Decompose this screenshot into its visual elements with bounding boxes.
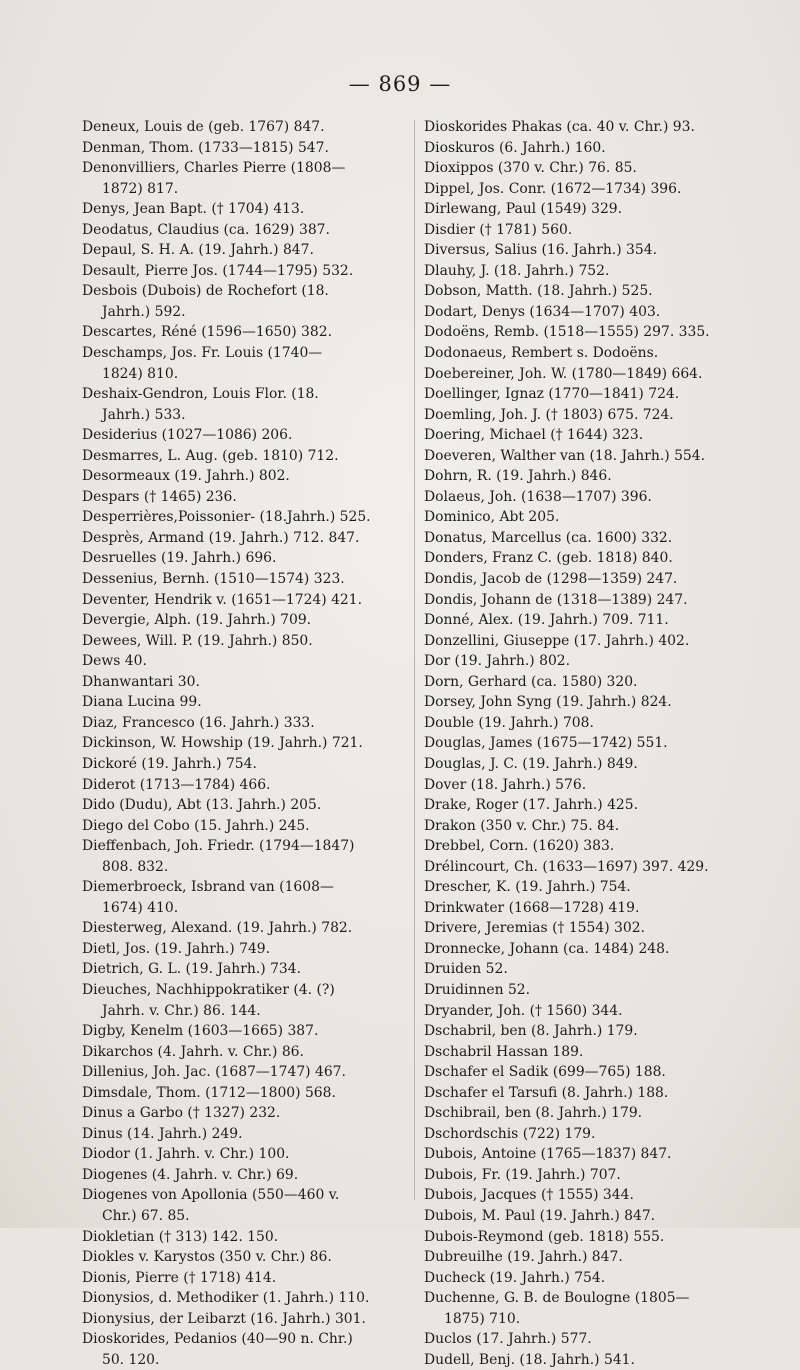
index-entry: Dschafer el Tarsufi (8. Jahrh.) 188. <box>424 1084 669 1101</box>
index-entry: Denman, Thom. (1733—1815) 547. <box>82 139 329 156</box>
index-entry: Dippel, Jos. Conr. (1672—1734) 396. <box>424 180 682 197</box>
index-entry: Dschordschis (722) 179. <box>424 1125 596 1142</box>
index-entry: Doering, Michael († 1644) 323. <box>424 427 644 444</box>
index-entry: Deshaix-Gendron, Louis Flor. (18. <box>82 386 319 403</box>
index-entry: Dor (19. Jahrh.) 802. <box>424 653 571 670</box>
index-entry: Dubois, Antoine (1765—1837) 847. <box>424 1146 672 1163</box>
index-entry: Duchenne, G. B. de Boulogne (1805— <box>424 1290 690 1307</box>
index-entry: Dikarchos (4. Jahrh. v. Chr.) 86. <box>82 1043 304 1060</box>
index-entry-continuation: Chr.) 67. 85. <box>102 1207 190 1224</box>
index-entry-continuation: 1875) 710. <box>444 1310 521 1327</box>
index-entry: Disdier († 1781) 560. <box>424 221 573 238</box>
index-entry: Drake, Roger (17. Jahrh.) 425. <box>424 797 639 814</box>
index-entry: Douglas, James (1675—1742) 551. <box>424 735 668 752</box>
index-entry: Drinkwater (1668—1728) 419. <box>424 899 640 916</box>
index-entry: Donné, Alex. (19. Jahrh.) 709. 711. <box>424 612 669 629</box>
index-entry: Diesterweg, Alexand. (19. Jahrh.) 782. <box>82 920 353 937</box>
index-entry: Dubreuilhe (19. Jahrh.) 847. <box>424 1249 623 1266</box>
index-entry: Druiden 52. <box>424 961 508 978</box>
index-entry: Dionis, Pierre († 1718) 414. <box>82 1269 277 1286</box>
index-entry: Diogenes von Apollonia (550—460 v. <box>82 1187 340 1204</box>
index-entry: Diogenes (4. Jahrh. v. Chr.) 69. <box>82 1166 299 1183</box>
index-entry: Dschabril, ben (8. Jahrh.) 179. <box>424 1023 638 1040</box>
index-entry: Dionysios, d. Methodiker (1. Jahrh.) 110. <box>82 1290 370 1307</box>
index-entry: Donzellini, Giuseppe (17. Jahrh.) 402. <box>424 632 690 649</box>
index-entry-continuation: 50. 120. <box>102 1351 160 1368</box>
index-entry: Dieuches, Nachhippokratiker (4. (?) <box>82 981 335 998</box>
index-entry: Diaz, Francesco (16. Jahrh.) 333. <box>82 714 315 731</box>
index-entry: Dlauhy, J. (18. Jahrh.) 752. <box>424 262 610 279</box>
index-entry: Dessenius, Bernh. (1510—1574) 323. <box>82 571 345 588</box>
index-entry: Dews 40. <box>82 653 147 670</box>
index-entry: Drivere, Jeremias († 1554) 302. <box>424 920 645 937</box>
index-entry-continuation: Jahrh. v. Chr.) 86. 144. <box>102 1002 261 1019</box>
index-entry: Diversus, Salius (16. Jahrh.) 354. <box>424 242 657 259</box>
index-entry: Dhanwantari 30. <box>82 673 200 690</box>
index-entry: Dubois, M. Paul (19. Jahrh.) 847. <box>424 1207 656 1224</box>
index-entry: Desruelles (19. Jahrh.) 696. <box>82 550 277 567</box>
index-entry: Dewees, Will. P. (19. Jahrh.) 850. <box>82 632 313 649</box>
page-number: — 869 — <box>348 72 452 96</box>
index-entry: Dickinson, W. Howship (19. Jahrh.) 721. <box>82 735 363 752</box>
index-entry: Dioxippos (370 v. Chr.) 76. 85. <box>424 160 637 177</box>
index-entry: Ducheck (19. Jahrh.) 754. <box>424 1269 606 1286</box>
index-entry: Depaul, S. H. A. (19. Jahrh.) 847. <box>82 242 314 259</box>
index-entry: Dryander, Joh. († 1560) 344. <box>424 1002 623 1019</box>
index-entry-continuation: 1824) 810. <box>102 365 179 382</box>
index-entry: Dillenius, Joh. Jac. (1687—1747) 467. <box>82 1064 346 1081</box>
index-entry: Dioskorides Phakas (ca. 40 v. Chr.) 93. <box>424 119 695 135</box>
index-entry: Dubois, Fr. (19. Jahrh.) 707. <box>424 1166 621 1183</box>
index-entry: Desmarres, L. Aug. (geb. 1810) 712. <box>82 447 339 464</box>
index-entry: Dietl, Jos. (19. Jahrh.) 749. <box>82 940 271 957</box>
index-entry: Dover (18. Jahrh.) 576. <box>424 776 587 793</box>
index-entry: Dubois, Jacques († 1555) 344. <box>424 1187 634 1204</box>
index-entry-continuation: Jahrh.) 592. <box>102 303 186 320</box>
index-entry: Dionysius, der Leibarzt (16. Jahrh.) 301. <box>82 1310 366 1327</box>
index-entry: Doemling, Joh. J. († 1803) 675. 724. <box>424 406 674 423</box>
index-entry: Duclos (17. Jahrh.) 577. <box>424 1331 592 1348</box>
index-entry: Dschibrail, ben (8. Jahrh.) 179. <box>424 1105 643 1122</box>
index-entry-continuation: 808. 832. <box>102 858 169 875</box>
index-entry: Dieffenbach, Joh. Friedr. (1794—1847) <box>82 838 355 855</box>
index-entry: Dodart, Denys (1634—1707) 403. <box>424 303 661 320</box>
index-entry: Desault, Pierre Jos. (1744—1795) 532. <box>82 262 354 279</box>
index-entry: Desprès, Armand (19. Jahrh.) 712. 847. <box>82 529 360 546</box>
index-entry: Dinus a Garbo († 1327) 232. <box>82 1105 281 1122</box>
index-entry: Dido (Dudu), Abt (13. Jahrh.) 205. <box>82 797 322 814</box>
index-entry: Dietrich, G. L. (19. Jahrh.) 734. <box>82 961 301 978</box>
index-entry: Drakon (350 v. Chr.) 75. 84. <box>424 817 620 834</box>
index-entry: Dioskorides, Pedanios (40—90 n. Chr.) <box>82 1331 353 1348</box>
index-entry: Dorsey, John Syng (19. Jahrh.) 824. <box>424 694 672 711</box>
index-entry: Deneux, Louis de (geb. 1767) 847. <box>82 119 325 135</box>
index-entry: Deventer, Hendrik v. (1651—1724) 421. <box>82 591 363 608</box>
index-entry-continuation: Jahrh.) 533. <box>102 406 186 423</box>
index-entry: Doellinger, Ignaz (1770—1841) 724. <box>424 386 680 403</box>
index-entry: Diana Lucina 99. <box>82 694 202 711</box>
index-entry: Diodor (1. Jahrh. v. Chr.) 100. <box>82 1146 290 1163</box>
index-entry: Diego del Cobo (15. Jahrh.) 245. <box>82 817 310 834</box>
index-entry: Desormeaux (19. Jahrh.) 802. <box>82 468 290 485</box>
index-entry: Doeveren, Walther van (18. Jahrh.) 554. <box>424 447 705 464</box>
index-entry: Dodoëns, Remb. (1518—1555) 297. 335. <box>424 324 710 341</box>
index-entry: Dohrn, R. (19. Jahrh.) 846. <box>424 468 612 485</box>
index-entry: Double (19. Jahrh.) 708. <box>424 714 594 731</box>
index-column-left <box>82 117 412 1370</box>
index-entry: Denonvilliers, Charles Pierre (1808— <box>82 160 346 177</box>
index-entry: Dschabril Hassan 189. <box>424 1043 584 1060</box>
index-entry: Dondis, Jacob de (1298—1359) 247. <box>424 571 678 588</box>
index-entry: Deodatus, Claudius (ca. 1629) 387. <box>82 221 330 238</box>
index-entry: Diemerbroeck, Isbrand van (1608— <box>82 879 334 896</box>
index-entry: Drescher, K. (19. Jahrh.) 754. <box>424 879 631 896</box>
index-entry: Dodonaeus, Rembert s. Dodoëns. <box>424 345 659 362</box>
index-entry: Desbois (Dubois) de Rochefort (18. <box>82 283 329 300</box>
index-entry: Dimsdale, Thom. (1712—1800) 568. <box>82 1084 336 1101</box>
index-entry: Devergie, Alph. (19. Jahrh.) 709. <box>82 612 312 629</box>
index-entry-continuation: 1674) 410. <box>102 899 179 916</box>
index-entry: Donatus, Marcellus (ca. 1600) 332. <box>424 529 673 546</box>
index-entry: Dioskuros (6. Jahrh.) 160. <box>424 139 606 156</box>
index-entry: Dondis, Johann de (1318—1389) 247. <box>424 591 688 608</box>
index-entry: Diokletian († 313) 142. 150. <box>82 1228 279 1245</box>
index-entry: Donders, Franz C. (geb. 1818) 840. <box>424 550 673 567</box>
index-entry: Despars († 1465) 236. <box>82 488 237 505</box>
index-entry: Dudell, Benj. (18. Jahrh.) 541. <box>424 1351 635 1368</box>
index-entry: Dominico, Abt 205. <box>424 509 560 526</box>
index-entry: Desiderius (1027—1086) 206. <box>82 427 293 444</box>
index-entry: Dronnecke, Johann (ca. 1484) 248. <box>424 940 670 957</box>
index-entry: Dschafer el Sadik (699—765) 188. <box>424 1064 666 1081</box>
index-entry: Desperrières,Poissonier- (18.Jahrh.) 525. <box>82 509 371 526</box>
index-entry: Descartes, Réné (1596—1650) 382. <box>82 324 332 341</box>
index-entry: Druidinnen 52. <box>424 981 531 998</box>
column-divider <box>414 120 415 1200</box>
index-entry: Dickoré (19. Jahrh.) 754. <box>82 755 257 772</box>
index-entry: Douglas, J. C. (19. Jahrh.) 849. <box>424 755 638 772</box>
index-entry: Dinus (14. Jahrh.) 249. <box>82 1125 243 1142</box>
index-entry: Drélincourt, Ch. (1633—1697) 397. 429. <box>424 858 709 875</box>
index-entry: Dubois-Reymond (geb. 1818) 555. <box>424 1228 665 1245</box>
index-entry: Dobson, Matth. (18. Jahrh.) 525. <box>424 283 653 300</box>
index-entry: Drebbel, Corn. (1620) 383. <box>424 838 615 855</box>
index-entry: Denys, Jean Bapt. († 1704) 413. <box>82 201 305 218</box>
index-entry: Dolaeus, Joh. (1638—1707) 396. <box>424 488 652 505</box>
index-entry: Diokles v. Karystos (350 v. Chr.) 86. <box>82 1249 332 1266</box>
index-entry: Doebereiner, Joh. W. (1780—1849) 664. <box>424 365 703 382</box>
index-entry: Deschamps, Jos. Fr. Louis (1740— <box>82 345 323 362</box>
index-column-right <box>424 117 796 1370</box>
index-entry: Dorn, Gerhard (ca. 1580) 320. <box>424 673 638 690</box>
index-entry: Dirlewang, Paul (1549) 329. <box>424 201 623 218</box>
index-entry: Diderot (1713—1784) 466. <box>82 776 271 793</box>
index-entry: Digby, Kenelm (1603—1665) 387. <box>82 1023 319 1040</box>
index-entry-continuation: 1872) 817. <box>102 180 179 197</box>
